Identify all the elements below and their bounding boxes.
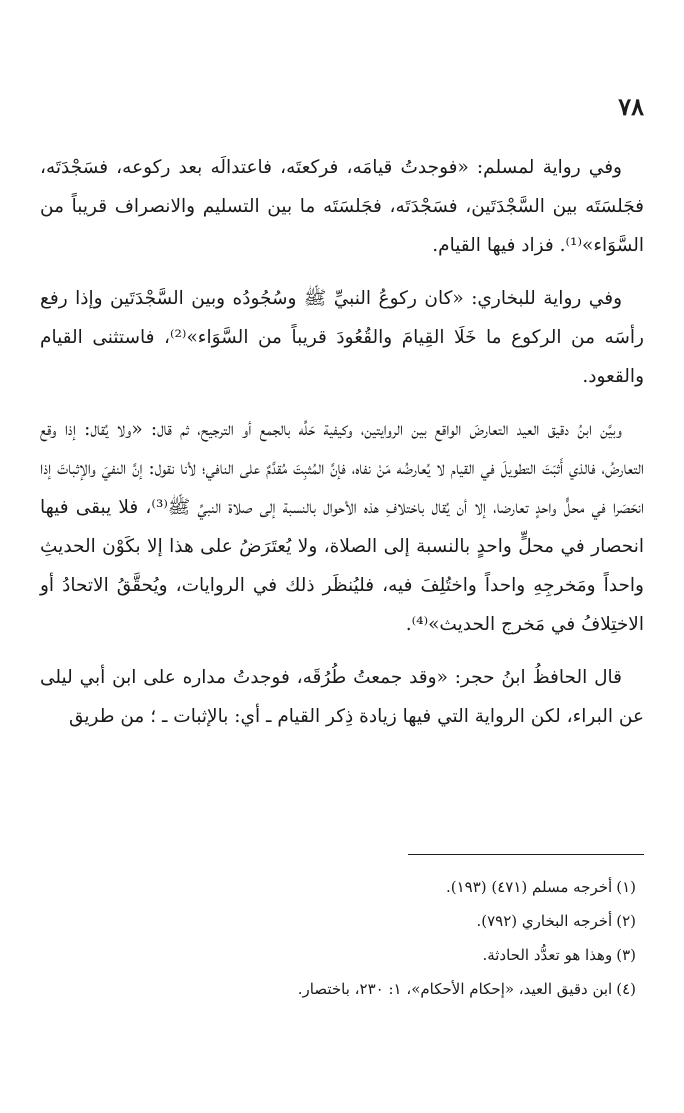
paragraph-muslim-narration: وفي رواية لمسلم: «فوجدتُ قيامَه، فركعتَه، فاعتدالَه بعد ركوعه، فسَجْدَتَه، فجَلسَتَه بين السَّجْدَتَين، فسَجْدَتَه، فجَلسَتَه ما بين التسليم والانصراف قريباً من السَّوَاء»⁽¹⁾. فزاد فيها القيام. xyxy=(40,157,644,256)
paragraph-ibn-hajar-quote: قال الحافظُ ابنُ حجر: «وقد جمعتُ طُرُقَه، فوجدتُ مداره على ابن أبي ليلى عن البراء، لكن الرواية التي فيها زيادة ذِكر القيام ـ أي: بالإثبات ـ ؛ من طريق xyxy=(40,667,644,727)
footnote-item xyxy=(40,938,636,972)
footnote-text: ابن دقيق العيد، «إحكام الأحكام»، ١: ٢٣٠، باختصار. xyxy=(297,980,613,998)
paragraph-bukhari-narration: وفي رواية للبخاري: «كان ركوعُ النبيِّ ﷺ وسُجُودُه وبين السَّجْدَتَين وإذا رفع رأسَه من الركوع ما خَلَا القِيامَ والقُعُودَ قريباً من السَّوَاء»⁽²⁾، فاستثنى القيام والقعود. xyxy=(40,288,644,387)
footnote-divider xyxy=(408,854,644,855)
paragraph-ibn-daqiq-discussion: وبيَّن ابنُ دقيق العيد التعارضَ الواقع بين الروايتين، وكيفية حَلِّه بالجمع أو الترجيح، ثم قال: «ولا يُقال: إذا وقع التعارضُ، فالذي أَثبَتَ التطويلَ في القيام لا يُعارضُه مَنْ نفاه، فإنَّ المُثبِتَ مُقدَّمٌ على النافي؛ لأنا نقول: إنَّ النفيَ والإثباتَ إذا انحَصَرا في محلٍّ واحدٍ تعارضا، إلا أن يُقال باختلافِ هذه الأحوال بالنسبة إلى صلاة النبيِّ ﷺ⁽³⁾، فلا يبقى فيها انحصار في محلٍّ واحدٍ بالنسبة إلى الصلاة، ولا يُعتَرَضُ على هذا إلا بكَوْن الحديثِ واحداً ومَخرجِهِ واحداً واختُلِفَ فيه، فليُنظَر ذلك في الروايات، ويُحقَّقُ الاتحادُ أو الاختِلافُ في مَخرج الحديث»⁽⁴⁾. xyxy=(40,419,645,635)
page-number: ٧٨ xyxy=(618,92,644,121)
footnote-number: (٢) xyxy=(616,912,636,930)
footnote-text: أخرجه مسلم (٤٧١) (١٩٣). xyxy=(445,878,613,896)
footnote-text: وهذا هو تعدُّد الحادثة. xyxy=(482,946,613,964)
footnote-item xyxy=(40,904,636,938)
footnote-item xyxy=(40,972,636,1006)
footnote-item xyxy=(40,870,636,904)
footnote-number: (٣) xyxy=(616,946,636,964)
footnote-number: (٤) xyxy=(616,980,636,998)
footnote-number: (١) xyxy=(616,878,636,896)
footnote-text: أخرجه البخاري (٧٩٢). xyxy=(476,912,613,930)
footnotes xyxy=(40,870,636,1006)
main-text xyxy=(40,148,644,736)
